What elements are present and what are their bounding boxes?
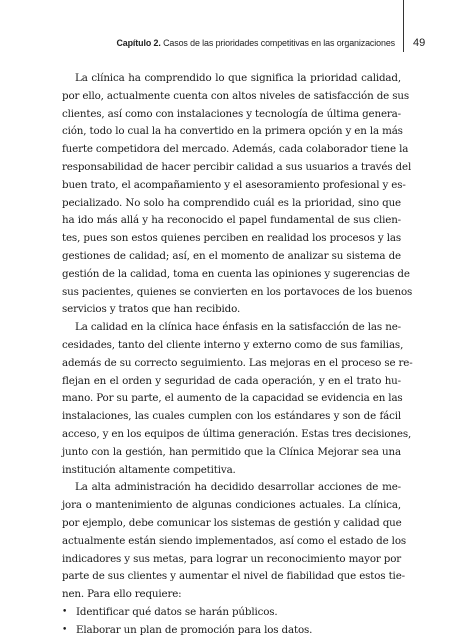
text-line: parte de sus clientes y aumentar el nivel de fiabilidad que estos tie- [62, 570, 405, 583]
bullet-text: Identificar qué datos se harán públicos. [76, 605, 278, 618]
text-line: nen. Para ello requiere: [62, 588, 182, 601]
page-number: 49 [413, 37, 426, 49]
bullet-item [62, 622, 401, 640]
text-line: además de su correcto seguimiento. Las mejoras en el proceso se re- [62, 356, 413, 369]
text-line: flejan en el orden y seguridad de cada operación, y en el trato hu- [62, 374, 401, 387]
text-line: fuerte competidora del mercado. Además, cada colaborador tiene la [62, 143, 409, 156]
text-line: mano. Por su parte, el aumento de la capacidad se evidencia en las [62, 392, 403, 405]
text-line: institución altamente competitiva. [62, 463, 236, 476]
text-line: jora o mantenimiento de algunas condiciones actuales. La clínica, [62, 499, 401, 512]
text-line: pecializado. No solo ha comprendido cuál es la prioridad, sino que [62, 196, 401, 209]
chapter-label: Capítulo 2. [116, 38, 161, 48]
text-line: sus pacientes, quienes se convierten en los portavoces de los buenos [62, 285, 413, 298]
text-line: La calidad en la clínica hace énfasis en la satisfacción de las ne- [75, 321, 401, 334]
text-line: servicios y tratos que han recibido. [62, 303, 241, 316]
chapter-title: Casos de las prioridades competitivas en las organizaciones [163, 38, 395, 48]
text-line: junto con la gestión, han permitido que la Clínica Mejorar sea una [62, 445, 401, 458]
text-line: gestiones de calidad; así, en el momento de analizar su sistema de [62, 249, 401, 262]
bullet-icon: • [62, 606, 68, 617]
text-line: tes, pues son estos quienes perciben en realidad los procesos y las [62, 232, 401, 245]
text-line: clientes, así como con instalaciones y tecnología de última genera- [62, 107, 401, 120]
text-line: acceso, y en los equipos de última generación. Estas tres decisiones, [62, 427, 412, 440]
text-line: actualmente están siendo implementados, así como el estado de los [62, 534, 407, 547]
header-divider [403, 0, 404, 52]
text-line: por ejemplo, debe comunicar los sistemas de gestión y calidad que [62, 516, 402, 529]
text-line: responsabilidad de hacer percibir calidad a sus usuarios a través del [62, 160, 412, 173]
bullet-text: Elaborar un plan de promoción para los datos. [76, 623, 313, 636]
running-head [116, 38, 395, 48]
text-line: gestión de la calidad, toma en cuenta las opiniones y sugerencias de [62, 267, 410, 280]
body-text [62, 70, 413, 640]
text-line: ción, todo lo cual la ha convertido en la primera opción y en la más [62, 125, 403, 138]
text-line: por ello, actualmente cuenta con altos niveles de satisfacción de sus [62, 89, 409, 102]
text-line: La clínica ha comprendido lo que significa la prioridad calidad, [75, 72, 401, 84]
bullet-item [62, 604, 401, 622]
text-line: ha ido más allá y ha reconocido el papel fundamental de sus clien- [62, 214, 401, 227]
bullet-icon: • [62, 624, 68, 635]
text-line: indicadores y sus metas, para lograr un reconocimiento mayor por [62, 552, 402, 565]
text-line: La alta administración ha decidido desarrollar acciones de me- [75, 481, 401, 494]
text-line: cesidades, tanto del cliente interno y externo como de sus familias, [62, 338, 404, 351]
text-line: buen trato, el acompañamiento y el asesoramiento profesional y es- [62, 178, 406, 191]
text-line: instalaciones, las cuales cumplen con los estándares y son de fácil [62, 410, 401, 423]
